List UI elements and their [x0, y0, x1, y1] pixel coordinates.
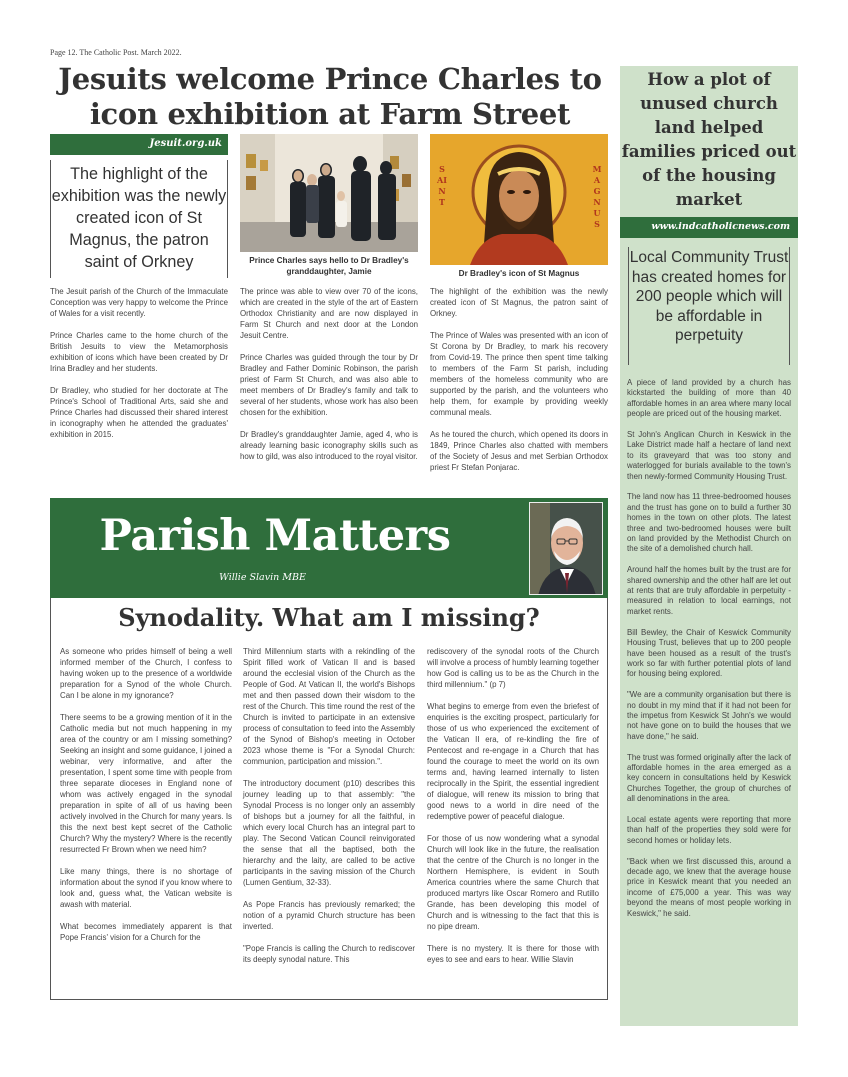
paragraph: The introductory document (p10) describes this journey leading up to that assembly: "the Synodal Process is no longer only an assembly of bishops but a journey for all the faithful, in which every local Church has an integral part to play. The Second Vatican Council reinvigorated the sense that all the baptised, both the hierarchy and the laity, are called to be active participants in the saving mission of the Church (Lumen Gentium, 32-33).: [243, 779, 415, 887]
st-magnus-icon-illustration: [430, 134, 608, 265]
icon-letters-magnus: MAGNUS: [592, 164, 602, 229]
author-portrait-illustration: [530, 503, 603, 595]
paragraph: The land now has 11 three-bedroomed houses and the trust has gone on to build a further 30 homes in the town on other plots. The latest three and two-bedroomed houses were built on land provided by the Methodist Church on the site of a demolished church hall.: [627, 492, 791, 554]
paragraph: Third Millennium starts with a rekindling of the Spirit filled work of Vatican II and is based around the ecclesial vision of the Church as the People of God. At Vatican II, the world's Bishops met and then passed down their wisdom to the rest of the Church. This time round the rest of the Church is invited to participate in an extensive process of consultation to feed into the Assembly of the Synod of Bishop's meeting in October 2023 whose theme is "For a Synodal Church: communion, participation and mission.".: [243, 647, 415, 766]
paragraph: As someone who prides himself of being a well informed member of the Church, I confess to having woken up to the presence of a worldwide preparation for a Synod of the whole Church. Can I be alone in my ignorance?: [60, 647, 232, 700]
paragraph: A piece of land provided by a church has kickstarted the building of more than 40 affordable homes in an area where many local people are priced out of the housing market.: [627, 378, 791, 419]
paragraph: The Prince of Wales was presented with an icon of St Corona by Dr Bradley, to mark his recovery from Covid-19. The prince then spent time talking to members of the Farm St parish, including members of the homeless community who are supported by the parish, and the volunteers who help them, for example by providing weekly communal meals.: [430, 331, 608, 417]
author-portrait: [529, 502, 603, 595]
paragraph: As he toured the church, which opened its doors in 1849, Prince Charles also chatted with members of the Society of Jesus and met Serbian Orthodox priest Fr Stefan Ponjarac.: [430, 430, 608, 472]
paragraph: "We are a community organisation but there is no doubt in my mind that if it had not been for the impetus from Keswick St John's we would not have gone on to build the houses that we have done," he said.: [627, 690, 791, 741]
paragraph: There seems to be a growing mention of it in the Catholic media but not much happening in my area of the country or am I missing something? Seeking an insight and some guidance, I joined a webinar, very informative, and after the presentation, I spent some time with people from three separate dioceses in England none of whom was actively engaged in the synodal preparation in spite of all of us having been actively involved in the Church for many years. Is this the next best kept secret of the Catholic Church? Why the mystery? Where is the recently resurrected Fr Brown when we need him?: [60, 713, 232, 854]
article-column-1: [50, 286, 228, 451]
paragraph: rediscovery of the synodal roots of the Church will involve a process of humbly learning together how God is calling us to be as the Church in the third millennium." (p 7): [427, 647, 599, 689]
article-pull-quote: The highlight of the exhibition was the newly created icon of St Magnus, the patron saint of Orkney: [50, 160, 228, 278]
parish-matters-headline: Synodality. What am I missing?: [118, 603, 540, 632]
paragraph: Prince Charles was guided through the tour by Dr Bradley and Father Dominic Robinson, the parish priest of Farm St Church, and was also able to meet members of Dr Bradley's family and talk to several of her students, whose work has also been chosen for the exhibition.: [240, 353, 418, 417]
photo1-caption: Prince Charles says hello to Dr Bradley's granddaughter, Jamie: [249, 256, 409, 276]
sidebar-pull-quote: Local Community Trust has created homes for 200 people which will be affordable in perpetuity: [628, 247, 790, 365]
paragraph: St John's Anglican Church in Keswick in the Lake District made half a hectare of land next to its graveyard that was too stony and waterlogged for burials available to the town's then newly-formed Community Housing Trust.: [627, 430, 791, 481]
sidebar-headline: How a plot of unused church land helped families priced out of the housing market: [621, 70, 797, 209]
paragraph: The trust was formed originally after the lack of affordable homes in the area emerged as a key concern in consultations held by Keswick Churches Together, the group of churches of all denominations in the area.: [627, 752, 791, 804]
icon-letters-saint: SAINT: [437, 164, 447, 207]
parish-column-2: [243, 646, 415, 976]
article-headline: Jesuits welcome Prince Charles to icon exhibition at Farm Street: [58, 62, 602, 131]
paragraph: As Pope Francis has previously remarked; the notion of a pyramid Church structure has been inverted.: [243, 900, 415, 931]
photo2-caption: Dr Bradley's icon of St Magnus: [458, 269, 580, 278]
paragraph: There is no mystery. It is there for those with eyes to see and ears to hear. Willie Slavin: [427, 944, 599, 964]
article-source-bar: [50, 134, 228, 155]
paragraph: The prince was able to view over 70 of the icons, which are created in the style of the art of Eastern Orthodox Christianity and are now displayed in Farm St Church and next door at the London Jesuit Centre.: [240, 287, 418, 340]
paragraph: Around half the homes built by the trust are for shared ownership and the other half are let out at rents that are truly affordable in perpetuity - measured in relation to local earnings, not market rents.: [627, 565, 791, 616]
paragraph: For those of us now wondering what a synodal Church will look like in the future, the realisation that the centre of the Church is no longer in the Northern Hemisphere, is evident in South America countries where the same Church that produced martyrs like Oscar Romero and Rutillo Grande, has been developing this model of Church and is witnessing to the fact that this is no pipe dream.: [427, 834, 599, 931]
paragraph: What becomes immediately apparent is that Pope Francis' vision for a Church for the: [60, 922, 232, 942]
article-source: Jesuit.org.uk: [149, 138, 222, 149]
paragraph: "Back when we first discussed this, around a decade ago, we knew that the average house price in Keswick meant that you needed an income of £75,000 a year. This was way beyond the means of most people working in Keswick," he said.: [627, 856, 791, 918]
sidebar-body: [627, 378, 791, 929]
parish-column-1: [60, 646, 232, 954]
page-folio: Page 12. The Catholic Post. March 2022.: [50, 48, 182, 57]
photo-st-magnus-icon: [430, 134, 608, 265]
paragraph: Dr Bradley's granddaughter Jamie, aged 4, who is already learning basic iconography skills such as how to gild, was also introduced to the royal visitor.: [240, 430, 418, 461]
parish-column-3: [427, 646, 599, 976]
parish-matters-author: Willie Slavin MBE: [219, 572, 306, 583]
paragraph: Prince Charles came to the home church of the British Jesuits to view the Metamorphosis exhibition of icons which have been created by Dr Irina Bradley and her students.: [50, 331, 228, 373]
photo-prince-charles: [240, 134, 418, 252]
article-column-3: [430, 286, 608, 484]
article-column-2: [240, 286, 418, 473]
sidebar-source-bar: [620, 217, 798, 238]
paragraph: Bill Bewley, the Chair of Keswick Community Housing Trust, believes that up to 200 people have been housed as a result of the trust's work so far with further potential plots of land for housing being explored.: [627, 627, 791, 679]
paragraph: "Pope Francis is calling the Church to rediscover its deeply synodal nature. This: [243, 944, 415, 964]
paragraph: The highlight of the exhibition was the newly created icon of St Magnus, the patron saint of Orkney.: [430, 287, 608, 318]
sidebar-source: www.indcatholicnews.com: [651, 221, 790, 232]
paragraph: What begins to emerge from even the briefest of enquiries is the exciting prospect, particularly for those of us who experienced the excitement of the Vatican II era, of re-kindling the fire of Pentecost and re-engage in a Church that has found the courage to meet the world on its own terms and, having learned internally to listen reciprocally in the Spirit, the essential ingredient of dialogue, will renew its mission to bring that good news to a world in dire need of the redemptive power of peaceful dialogue.: [427, 702, 599, 821]
paragraph: The Jesuit parish of the Church of the Immaculate Conception was very happy to welcome the Prince of Wales for a visit recently.: [50, 287, 228, 318]
photo-prince-charles-illustration: [240, 134, 418, 252]
parish-matters-title: Parish Matters: [99, 511, 451, 561]
paragraph: Dr Bradley, who studied for her doctorate at The Prince's School of Traditional Arts, said she and Prince Charles had discussed their shared interest in iconography when he attended the graduates' exhibition in 2015.: [50, 386, 228, 439]
paragraph: Like many things, there is no shortage of information about the synod if you know where to look and, guess what, the Vatican website is awash with material.: [60, 867, 232, 909]
paragraph: Local estate agents were reporting that more than half of the properties they sold were for second homes or holiday lets.: [627, 814, 791, 845]
